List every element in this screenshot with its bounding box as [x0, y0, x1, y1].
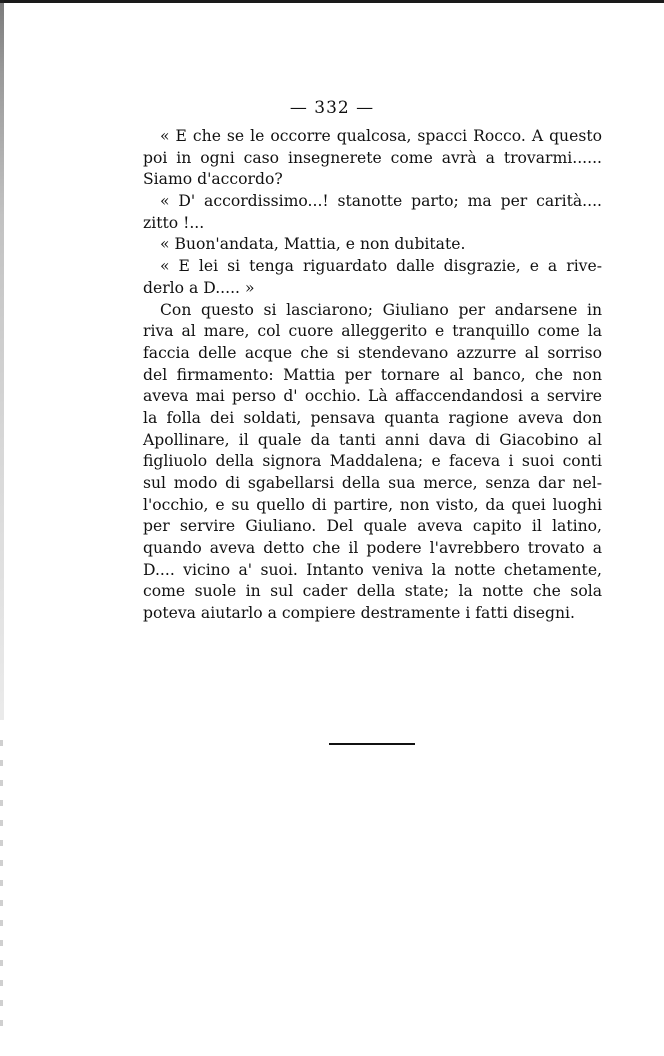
text-line: derlo a D..... » [143, 278, 255, 297]
text-line: poi in ogni caso insegnerete come avrà a trovarmi...... [143, 148, 602, 167]
text-line: D.... vicino a' suoi. Intanto veniva la notte chetamente, [143, 560, 602, 579]
text-line: « E lei si tenga riguardato dalle disgrazie, e a rive- [160, 257, 602, 276]
text-line: Apollinare, il quale da tanti anni dava di Giacobino al [143, 430, 602, 449]
text-line: come suole in sul cader della state; la notte che sola [143, 582, 602, 601]
scan-edge-top [0, 0, 664, 3]
text-line: figliuolo della signora Maddalena; e faceva i suoi conti [143, 452, 602, 471]
end-rule [329, 743, 415, 745]
text-line: poteva aiutarlo a compiere destramente i fatti disegni. [143, 604, 576, 623]
text-line: sul modo di sgabellarsi della sua merce, senza dar nel- [143, 474, 602, 492]
body-text [143, 126, 602, 625]
scan-edge-left-lower [0, 740, 3, 1040]
text-line: « E che se le occorre qualcosa, spacci Rocco. A questo [160, 127, 602, 145]
text-line: l'occhio, e su quello di partire, non visto, da quei luoghi [143, 495, 602, 514]
text-line: quando aveva detto che il podere l'avrebbero trovato a [143, 539, 602, 558]
text-line: del firmamento: Mattia per tornare al banco, che non [143, 365, 602, 384]
text-line: Con questo si lasciarono; Giuliano per andarsene in [160, 300, 602, 319]
text-line: zitto !... [143, 213, 205, 232]
text-line: per servire Giuliano. Del quale aveva capito il latino, [143, 517, 602, 536]
text-line: aveva mai perso d' occhio. Là affaccendandosi a servire [143, 387, 602, 406]
page-number: — 332 — [289, 98, 375, 118]
text-line: faccia delle acque che si stendevano azzurre al sorriso [143, 343, 602, 362]
text-line: la folla dei soldati, pensava quanta ragione aveva don [143, 408, 602, 427]
text-line: « Buon'andata, Mattia, e non dubitate. [160, 235, 466, 254]
text-line: riva al mare, col cuore alleggerito e tranquillo come la [143, 322, 602, 341]
text-line: Siamo d'accordo? [143, 170, 283, 189]
text-line: « D' accordissimo...! stanotte parto; ma per carità.... [160, 192, 602, 211]
